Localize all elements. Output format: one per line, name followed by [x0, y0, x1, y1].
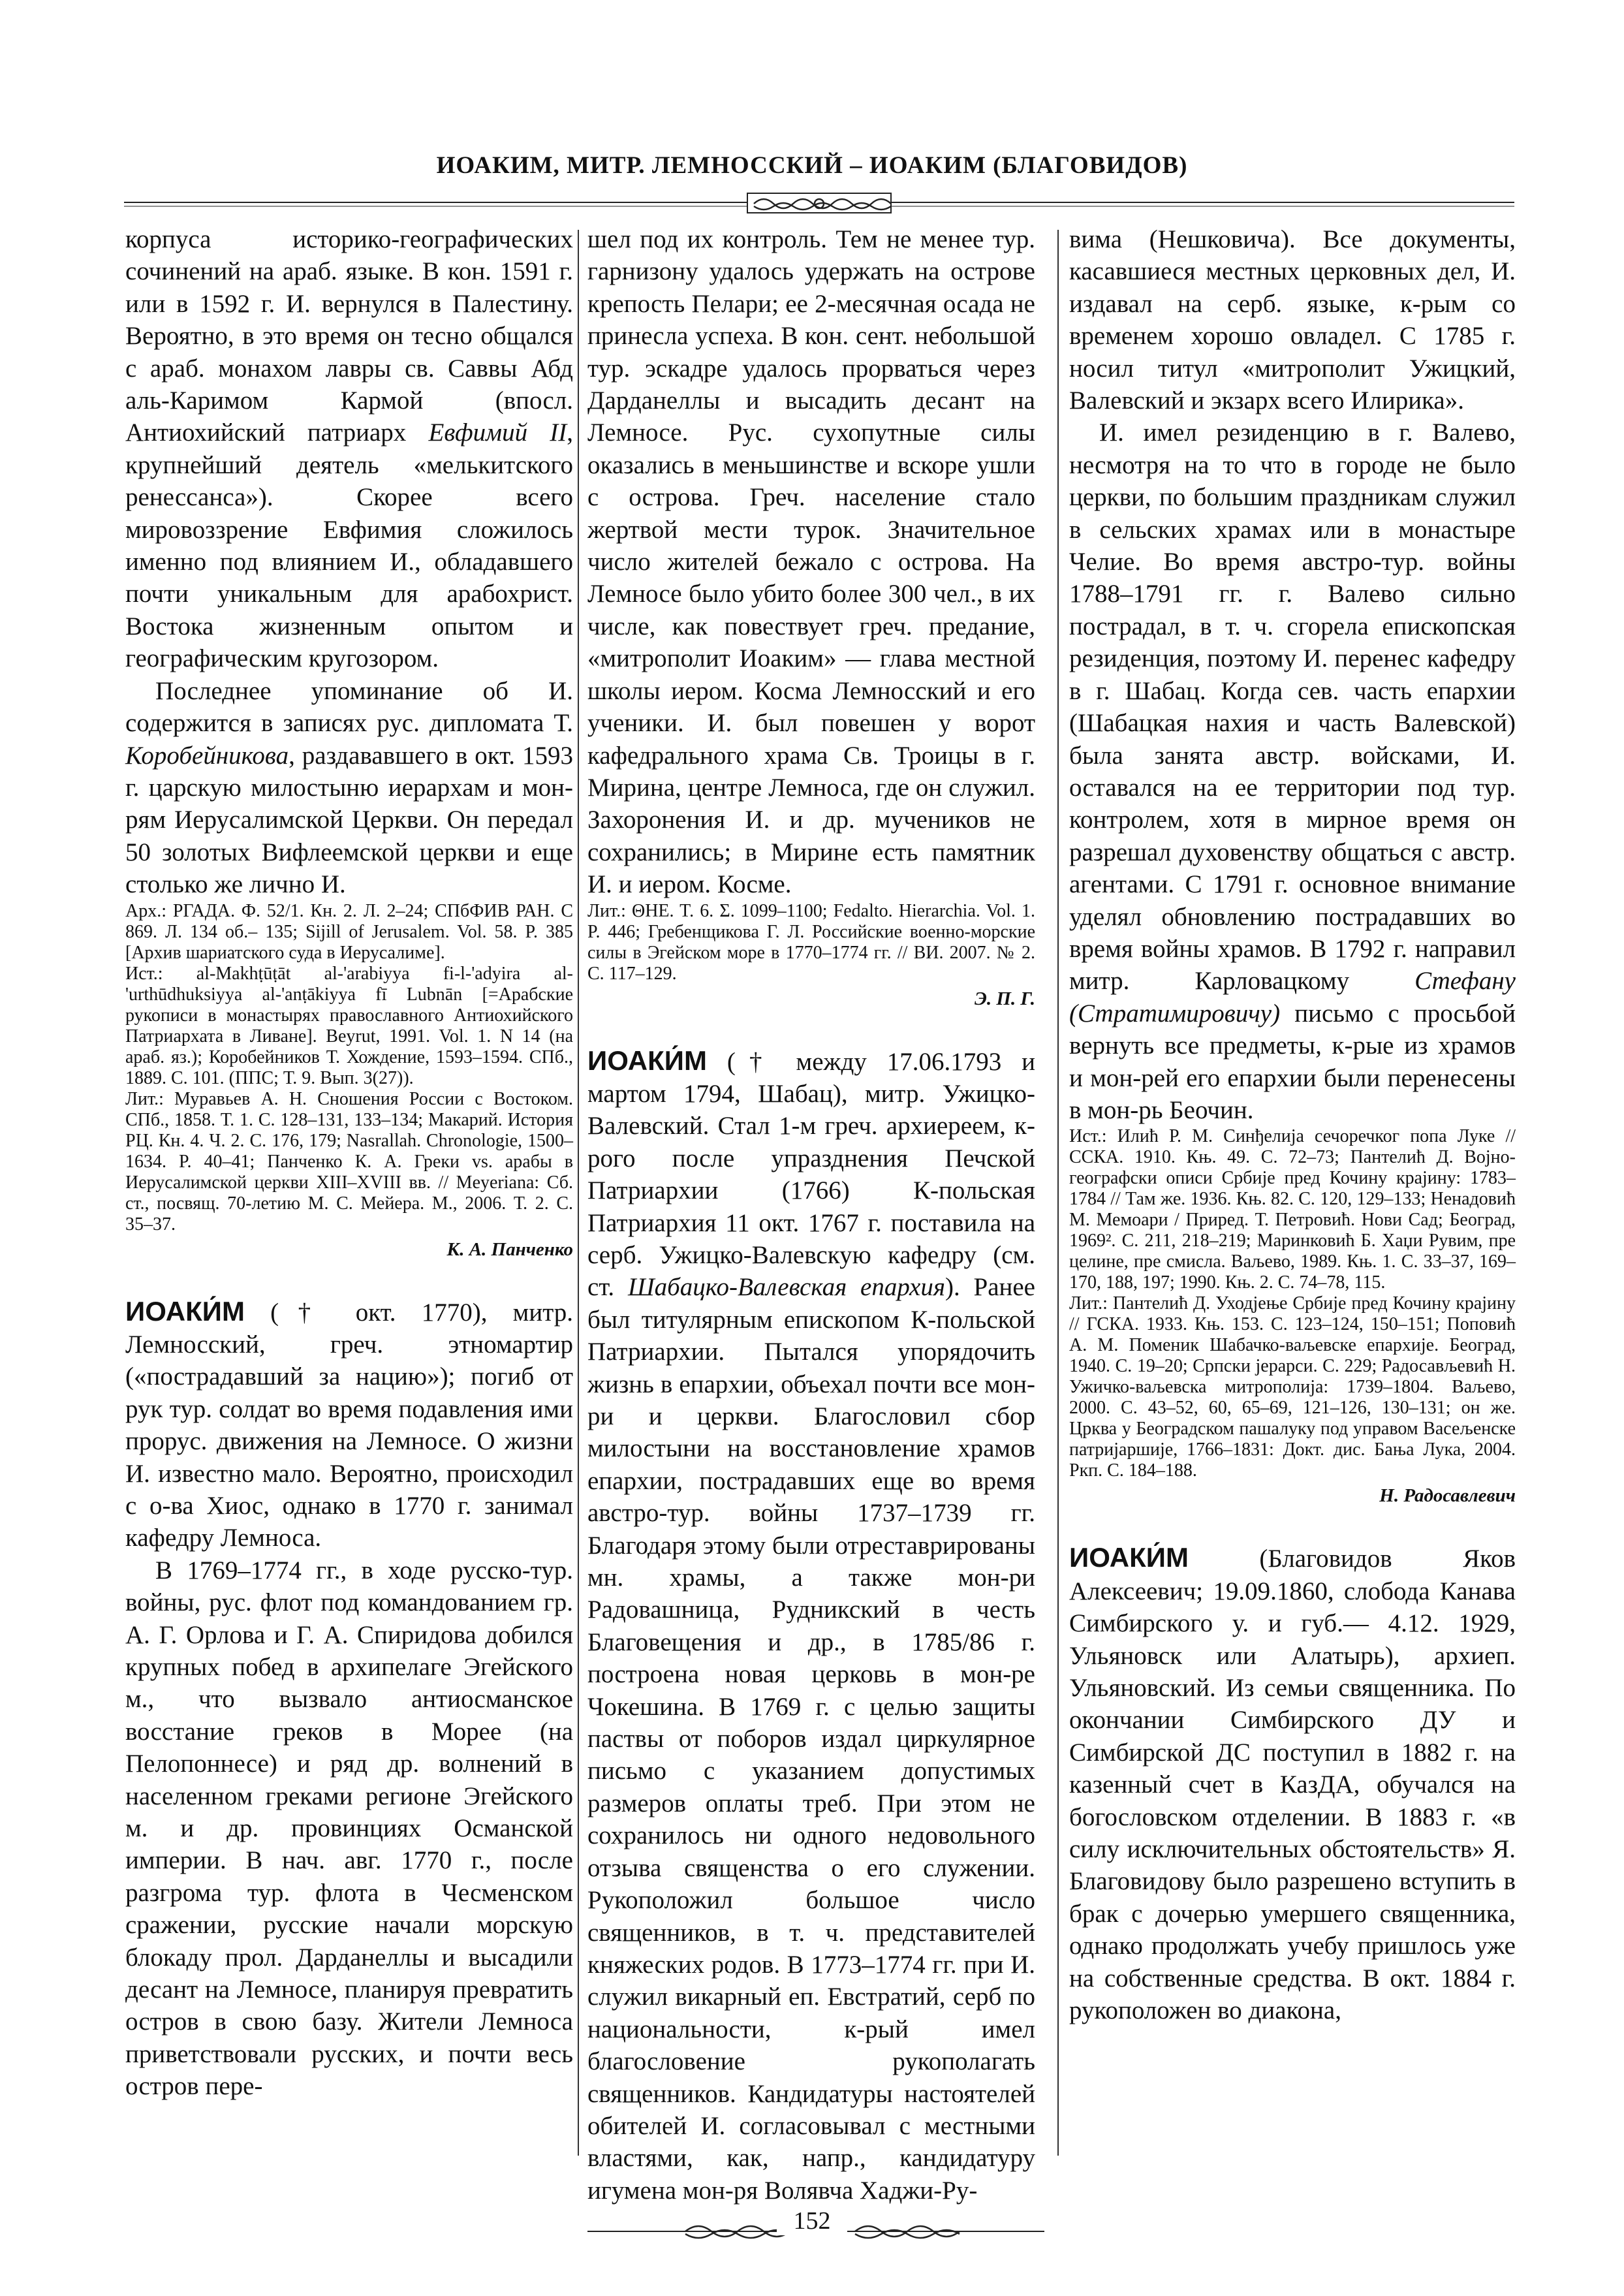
paragraph: Последнее упоминание об И. содержится в записях рус. дипломата Т. Коробейникова, раздававшего в окт. 1593 г. царскую милостыню иерархам и мон-рям Иерусалимской Церкви. Он передал 50 золотых Вифлеемской церкви и еще столько же лично И.: [125, 676, 573, 899]
entry-ioakim-lemnos: ИОАКИ́М († окт. 1770), митр. Лемносский, греч. этномартир («пострадавший за нацию»); погиб от рук тур. солдат во время подавления ими прорус. движения на Лемносе. О жизни И. известно мало. Вероятно, происходил с о-ва Хиос, однако в 1770 г. занимал кафедру Лемноса.: [125, 1295, 573, 1552]
author-signature: К. А. Панченко: [446, 1238, 573, 1260]
entry-headword: ИОАКИ́М: [125, 1295, 245, 1327]
entry-headword: ИОАКИ́М: [1069, 1542, 1189, 1573]
bibliography-archives: Арх.: РГАДА. Ф. 52/1. Кн. 2. Л. 2–24; СПбФИВ РАН. С 869. Л. 134 об.– 135; Sijill of Jerusalem. Vol. 58. P. 385 [Архив шариатского суда в Иерусалиме].: [125, 900, 573, 963]
author-signature: Н. Радосавлевич: [1379, 1485, 1516, 1507]
column-2: [587, 223, 1035, 2207]
paragraph: корпуса историко-географических сочинений на араб. языке. В кон. 1591 г. или в 1592 г. И. вернулся в Палестину. Вероятно, в это время он тесно общался с араб. монахом лавры св. Саввы Абд аль-Каримом Кармой (впосл. Антиохийский патриарх Евфимий II, крупнейший деятель «мелькитского ренессанса»). Скорее всего мировоззрение Евфимия сложилось именно под влиянием И., обладавшего почти уникальным для арабохрист. Востока жизненным опытом и географическим кругозором.: [125, 225, 573, 673]
paragraph: В 1769–1774 гг., в ходе русско-тур. войны, рус. флот под командованием гр. А. Г. Орлова и Г. А. Спиридова добился крупных побед в архипелаге Эгейского м., что вызвало антиосманское восстание греков в Морее (на Пелопоннесе) и ряд др. волнений в населенном греками регионе Эгейского м. и др. провинциях Османской империи. В нач. авг. 1770 г., после разгрома тур. флота в Чесменском сражении, русские начали морскую блокаду прол. Дарданеллы и высадили десант на Лемносе, планируя превратить остров в свою базу. Жители Лемноса приветствовали русских, и почти весь остров пере-: [125, 1556, 573, 2101]
paragraph: И. имел резиденцию в г. Валево, несмотря на то что в городе не было церкви, по большим праздникам служил в сельских храмах или в монастыре Челие. Во время австро-тур. войны 1788–1791 гг. г. Валево сильно пострадал, в т. ч. сгорела епископская резиденция, поэтому И. перенес кафедру в г. Шабац. Когда сев. часть епархии (Шабацкая нахия и часть Валевской) была занята австр. войсками, И. оставался на ее территории под тур. контролем, хотя в мирное время он разрешал духовенству общаться с австр. агентами. С 1791 г. основное внимание уделял обновлению пострадавших во время войны храмов. В 1792 г. направил митр. Карловацкому Стефану (Стратимировичу) письмо с просьбой вернуть все предметы, к-рые из храмов и мон-рей его епархии были перенесены в мон-рь Беочин.: [1069, 418, 1516, 1124]
column-3: [1069, 223, 1516, 2026]
paragraph: вима (Нешковича). Все документы, касавшиеся местных церковных дел, И. издавал на серб. языке, к-рым со временем хорошо овладел. С 1785 г. носил титул «митрополит Ужицкий, Валевский и экзарх всего Илирика».: [1069, 225, 1516, 415]
entry-ioakim-blagovidov: ИОАКИ́М (Благовидов Яков Алексеевич; 19.09.1860, слобода Канава Симбирского у. и губ.— 4.12. 1929, Ульяновск или Алатырь), архиеп. Ульяновский. Из семьи священника. По окончании Симбирского ДУ и Симбирской ДС поступил в 1882 г. на казенный счет в КазДА, обучался на богословском отделении. В 1883 г. «в силу исключительных обстоятельств» Я. Благовидову было разрешено вступить в брак с дочерью умершего священника, однако продолжать учебу пришлось уже на собственные средства. В окт. 1884 г. рукоположен во диакона,: [1069, 1542, 1516, 2025]
bibliography-literature: Лит.: Муравьев А. Н. Сношения России с Востоком. СПб., 1858. Т. 1. С. 128–131, 133–134; Макарий. История РЦ. Кн. 4. Ч. 2. С. 176, 179; Nasrallah. Chronologie, 1500–1634. P. 40–41; Панченко К. А. Греки vs. арабы в Иерусалимской церкви XIII–XVIII вв. // Meyeriana: Сб. ст., посвящ. 70-летию М. С. Мейера. М., 2006. Т. 2. С. 35–37.: [125, 1088, 573, 1234]
bibliography-literature: Лит.: ΘΗΕ. Τ. 6. Σ. 1099–1100; Fedalto. Hierarchia. Vol. 1. P. 446; Гребенщикова Г. Л. Российские военно-морские силы в Эгейском море в 1770–1774 гг. // ВИ. 2007. № 2. С. 117–129.: [587, 900, 1035, 984]
column-rule-right: [1057, 230, 1059, 2156]
header-ornament-rule: [124, 189, 1514, 215]
entry-ioakim-uzhice: ИОАКИ́М († между 17.06.1793 и мартом 1794, Шабац), митр. Ужицко-Валевский. Стал 1-м греч. архиереем, к-рого после упразднения Печской Патриархии (1766) К-польская Патриархия 11 окт. 1767 г. поставила на серб. Ужицко-Валевскую кафедру (см. ст. Шабацко-Валевская епархия). Ранее был титулярным епископом К-польской Патриархии. Пытался упорядочить жизнь в епархии, объехал почти все мон-ри и церкви. Благословил сбор милостыни на восстановление храмов епархии, пострадавших еще во время австро-тур. войны 1737–1739 гг. Благодаря этому были отреставрированы мн. храмы, а также мон-ри Радовашница, Рудникский в честь Благовещения и др., в 1785/86 г. построена новая церковь в мон-ре Чокешина. В 1769 г. с целью защиты паствы от поборов издал циркулярное письмо с указанием допустимых размеров оплаты треб. При этом не сохранилось ни одного недовольного отзыва священства о его служении. Рукоположил большое число священников, в т. ч. представителей княжеских родов. В 1773–1774 гг. при И. служил викарный еп. Евстратий, серб по национальности, к-рый имел благословение рукополагать священников. Кандидатуры настоятелей обителей И. согласовывал с местными властями, как, напр., кандидатуру игумена мон-ря Волявча Хаджи-Ру-: [587, 1045, 1035, 2205]
entry-headword: ИОАКИ́М: [587, 1045, 707, 1076]
column-rule-left: [578, 230, 579, 2156]
bibliography-literature: Лит.: Пантелић Д. Уходјење Србије пред Кочину крајину // ГСКА. 1933. Књ. 153. С. 123–124, 150–151; Поповић А. М. Поменик Шабачко-ваљевске епархије. Београд, 1940. С. 19–20; Српски јерарси. С. 229; Радосављевић Н. Ужичко-ваљевска митрополија: 1739–1804. Ваљево, 2000. С. 43–52, 60, 65–69, 121–126, 130–131; он же. Црква у Београдском пашалуку под управом Васељенске патријаршије, 1766–1831: Докт. дис. Бања Лука, 2004. Ркп. С. 184–188.: [1069, 1293, 1516, 1481]
page-number: 152: [777, 2207, 847, 2235]
paragraph: шел под их контроль. Тем не менее тур. гарнизону удалось удержать на острове крепость Пелари; ее 2-месячная осада не принесла успеха. В кон. сент. небольшой тур. эскадре удалось прорваться через Дарданеллы и высадить десант на Лемносе. Рус. сухопутные силы оказались в меньшинстве и вскоре ушли с острова. Греч. население стало жертвой мести турок. Значительное число жителей бежало с острова. На Лемносе было убито более 300 чел., в их числе, как повествует греч. предание, «митрополит Иоаким» — глава местной школы иером. Косма Лемносский и его ученики. И. был повешен у ворот кафедрального храма Св. Троицы в г. Мирина, центре Лемноса, где он служил. Захоронения И. и др. мучеников не сохранились; в Мирине есть памятник И. и иером. Косме.: [587, 225, 1035, 899]
bibliography-sources: Ист.: Илић Р. М. Синђелија сечоречког попа Луке // ССКА. 1910. Књ. 49. С. 72–73; Пантелић Д. Војно-географски описи Србије пред Кочину крајину: 1783–1784 // Там же. 1936. Књ. 82. С. 120, 129–133; Ненадовић М. Мемоари / Приред. Т. Петровић. Нови Сад; Београд, 1969². С. 211, 218–219; Маринковић Б. Хаџи Рувим, пре целине, пре смисла. Ваљево, 1989. Књ. 1. С. 33–37, 169–170, 188, 197; 1990. Књ. 2. С. 74–78, 115.: [1069, 1126, 1516, 1293]
bibliography-sources: Ист.: al-Makhṭūṭāt al-'arabiyya fi-l-'adyira al-'urthūdhuksiyya al-'anṭākiyya fī Lubnān [=Арабские рукописи в монастырях православного Антиохийского Патриархата в Ливане]. Beyrut, 1991. Vol. 1. N 14 (на араб. яз.); Коробейников Т. Хождение, 1593–1594. СПб., 1889. С. 101. (ППС; Т. 9. Вып. 3(27)).: [125, 963, 573, 1088]
page-header: ИОАКИМ, МИТР. ЛЕМНОССКИЙ – ИОАКИМ (БЛАГОВИДОВ): [436, 152, 1188, 179]
author-signature: Э. П. Г.: [974, 988, 1035, 1009]
column-1: [125, 223, 573, 2103]
